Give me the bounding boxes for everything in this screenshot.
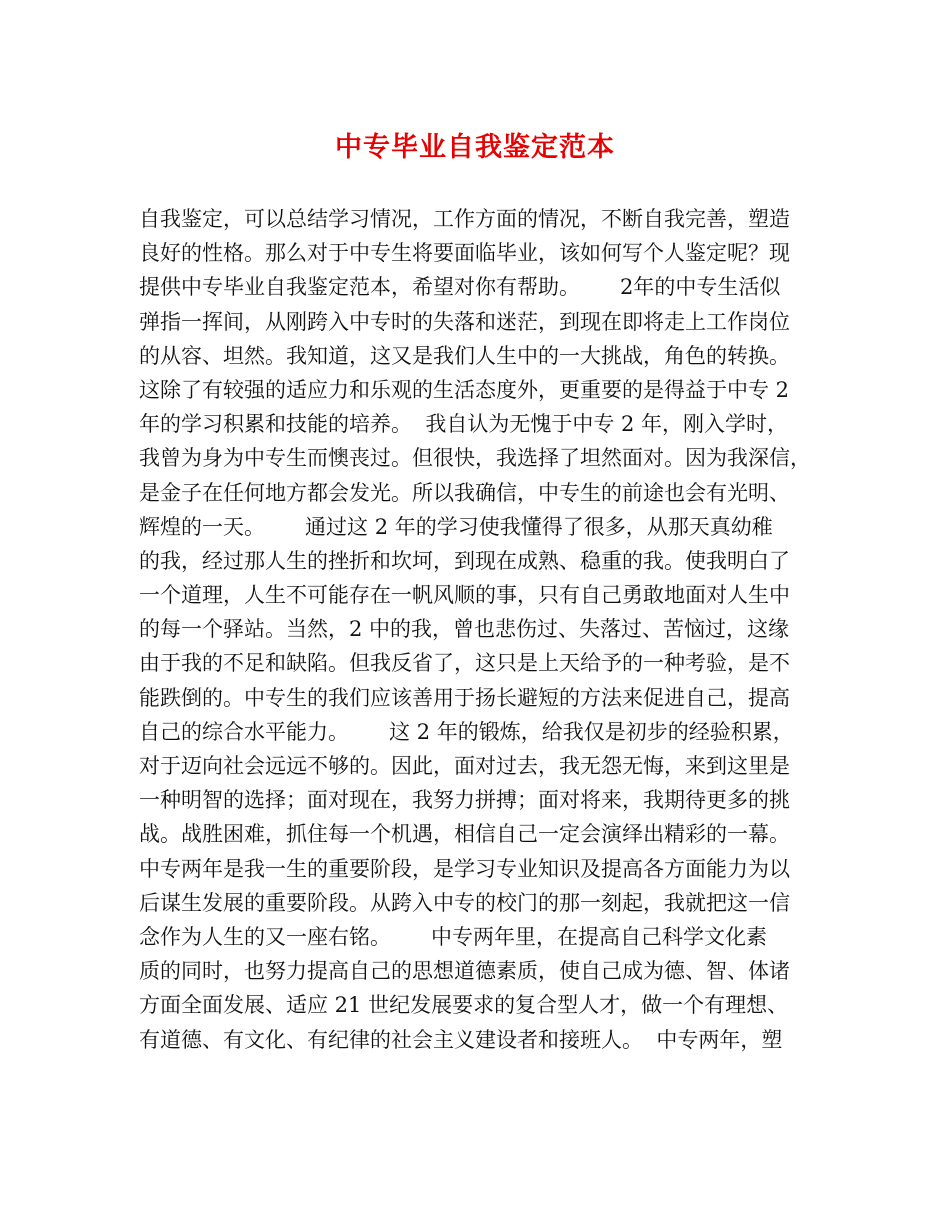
text-line: 的从容、坦然。我知道，这又是我们人生中的一大挑战，角色的转换。	[139, 343, 790, 368]
text-line: 后谋生发展的重要阶段。从跨入中专的校门的那一刻起，我就把这一信	[139, 890, 790, 915]
text-line: 弹指一挥间，从刚跨入中专时的失落和迷茫，到现在即将走上工作岗位	[139, 309, 790, 334]
text-line: 良好的性格。那么对于中专生将要面临毕业，该如何写个人鉴定呢？现	[139, 241, 790, 266]
text-line: 的我，经过那人生的挫折和坎坷，到现在成熟、稳重的我。使我明白了	[139, 548, 790, 573]
text-line: 年的学习积累和技能的培养。 我自认为无愧于中专 2 年，刚入学时，	[139, 412, 789, 437]
document-body	[139, 202, 839, 1057]
text-line: 是金子在任何地方都会发光。所以我确信，中专生的前途也会有光明、	[139, 480, 790, 505]
text-line: 我曾为身为中专生而懊丧过。但很快，我选择了坦然面对。因为我深信，	[139, 446, 811, 471]
text-line: 念作为人生的又一座右铭。 中专两年里，在提高自己科学文化素	[139, 924, 768, 949]
text-line: 一种明智的选择；面对现在，我努力拼搏；面对将来，我期待更多的挑	[139, 788, 790, 813]
text-line: 战。战胜困难，抓住每一个机遇，相信自己一定会演绎出精彩的一幕。	[139, 822, 790, 847]
text-line: 对于迈向社会远远不够的。因此，面对过去，我无怨无悔，来到这里是	[139, 754, 790, 778]
text-line: 一个道理，人生不可能存在一帆风顺的事，只有自己勇敢地面对人生中	[139, 583, 790, 608]
document-title: 中专毕业自我鉴定范本	[335, 132, 615, 163]
text-line: 的每一个驿站。当然，2 中的我，曾也悲伤过、失落过、苦恼过，这缘	[139, 617, 790, 642]
text-line: 方面全面发展、适应 21 世纪发展要求的复合型人才，做一个有理想、	[139, 993, 789, 1018]
text-line: 辉煌的一天。 通过这 2 年的学习使我懂得了很多，从那天真幼稚	[139, 514, 773, 539]
text-line: 中专两年是我一生的重要阶段，是学习专业知识及提高各方面能力为以	[139, 856, 790, 881]
text-line: 自我鉴定，可以总结学习情况，工作方面的情况，不断自我完善，塑造	[139, 207, 790, 231]
text-line: 有道德、有文化、有纪律的社会主义建设者和接班人。 中专两年，塑	[139, 1027, 783, 1052]
text-line: 质的同时，也努力提高自己的思想道德素质，使自己成为德、智、体诸	[139, 959, 790, 984]
text-line: 自己的综合水平能力。 这 2 年的锻炼，给我仅是初步的经验积累，	[139, 719, 794, 744]
text-line: 这除了有较强的适应力和乐观的生活态度外，更重要的是得益于中专 2	[139, 377, 790, 402]
text-line: 能跌倒的。中专生的我们应该善用于扬长避短的方法来促进自己，提高	[139, 685, 790, 710]
text-line: 提供中专毕业自我鉴定范本，希望对你有帮助。 2年的中专生活似	[139, 275, 781, 300]
text-line: 由于我的不足和缺陷。但我反省了，这只是上天给予的一种考验，是不	[139, 651, 790, 676]
